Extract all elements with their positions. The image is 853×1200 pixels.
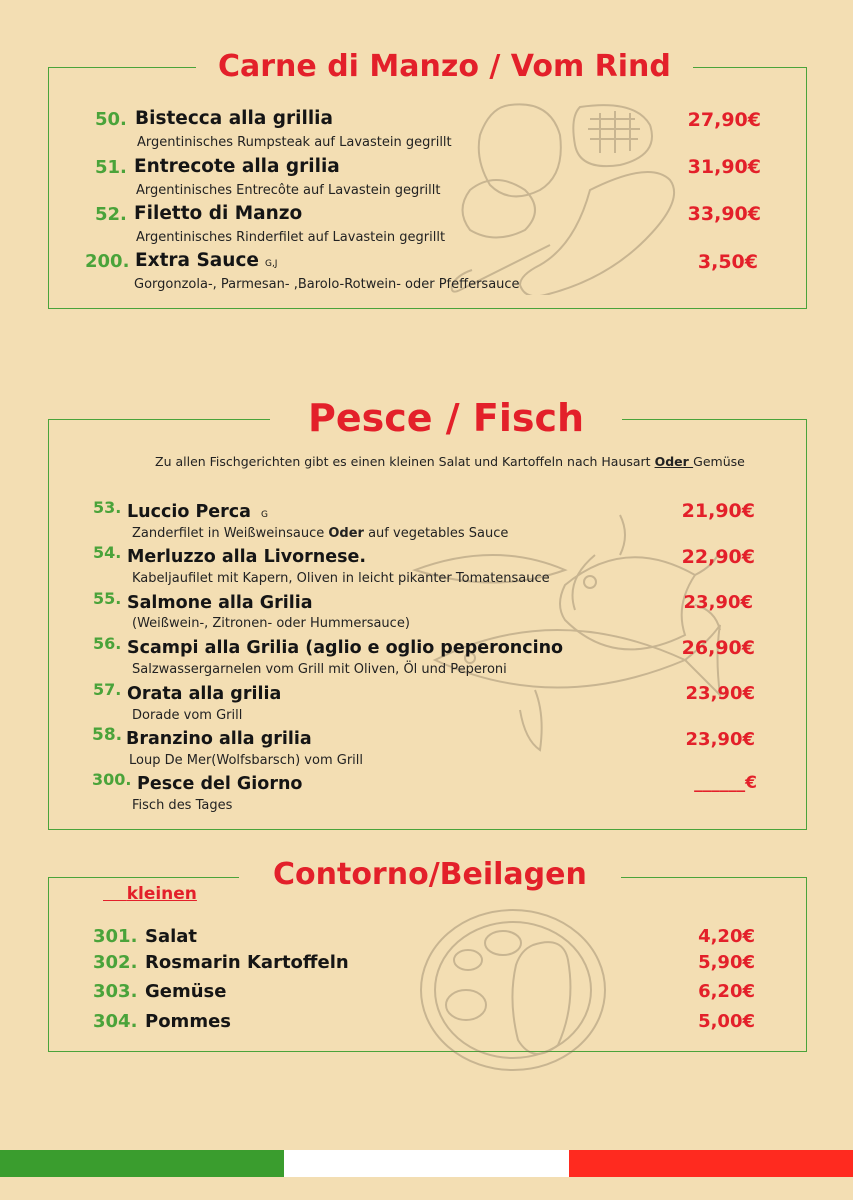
menu-item-description: Loup De Mer(Wolfsbarsch) vom Grill	[129, 753, 363, 768]
menu-item-description	[132, 526, 508, 541]
note-text-end: Gemüse	[693, 454, 745, 469]
note-emphasis: Oder	[654, 454, 694, 469]
fish-section-title: Pesce / Fisch	[270, 394, 622, 442]
flag-red-band	[569, 1150, 853, 1177]
description-text: Zanderfilet in Weißweinsauce	[132, 526, 329, 541]
fish-section-note	[155, 454, 745, 469]
menu-item-name-text: Filetto di Manzo	[134, 203, 303, 224]
menu-item-price: 23,90€	[683, 592, 753, 613]
side-item-name: Pommes	[145, 1011, 231, 1032]
side-item-price: 5,00€	[698, 1011, 755, 1032]
menu-item-name-text: Entrecote alla grilia	[134, 156, 340, 177]
menu-item-name-text: Scampi alla Grilia (aglio e oglio peperoncino	[127, 638, 564, 658]
menu-item-price: 23,90€	[685, 729, 755, 750]
sides-section-title: Contorno/Beilagen	[239, 855, 621, 895]
menu-item-number: 58.	[92, 725, 123, 745]
menu-item-name	[134, 156, 340, 177]
menu-item-number: 53.	[93, 498, 122, 517]
fish-sketch-illustration	[395, 510, 725, 760]
menu-item-price: 26,90€	[681, 637, 755, 659]
description-emphasis: Oder	[328, 526, 364, 541]
menu-item-name	[137, 774, 302, 794]
side-item-name: Salat	[145, 926, 198, 947]
menu-item-number: 54.	[93, 543, 122, 562]
menu-item-number: 300.	[92, 770, 132, 789]
menu-item-price: 23,90€	[685, 683, 755, 704]
sides-size-label	[103, 884, 197, 904]
flag-white-band	[284, 1150, 569, 1177]
steak-sketch-illustration	[440, 95, 700, 295]
menu-item-name-text: Merluzzo alla Livornese.	[127, 547, 367, 567]
menu-item-number: 200.	[85, 251, 130, 272]
sides-size-label-text: kleinen	[126, 884, 197, 904]
menu-item-description: (Weißwein-, Zitronen- oder Hummersauce)	[132, 616, 410, 631]
menu-item-price: 3,50€	[697, 251, 758, 273]
plate-sketch-illustration	[418, 905, 608, 1075]
menu-item-name-text: Pesce del Giorno	[137, 774, 303, 794]
menu-item-price: 27,90€	[687, 109, 761, 131]
menu-item-price: ______€	[694, 773, 757, 793]
menu-item-name	[134, 203, 302, 224]
menu-item-price: 31,90€	[687, 156, 761, 178]
menu-item-description: Dorade vom Grill	[132, 708, 243, 723]
menu-item-name	[127, 502, 268, 522]
menu-item-price: 33,90€	[687, 203, 761, 225]
menu-item-number: 50.	[95, 109, 127, 130]
menu-item-price: 21,90€	[681, 500, 755, 522]
side-item-name: Gemüse	[145, 981, 227, 1002]
menu-item-description: Argentinisches Rumpsteak auf Lavastein gegrillt	[137, 135, 452, 150]
menu-item-description: Gorgonzola-, Parmesan- ,Barolo-Rotwein- oder Pfeffersauce	[134, 277, 520, 292]
side-item-price: 5,90€	[698, 952, 755, 973]
menu-item-name-text: Extra Sauce	[135, 250, 259, 271]
menu-item-name-text: Luccio Perca	[127, 502, 251, 522]
menu-item-name	[127, 593, 313, 613]
menu-item-description: Salzwassergarnelen vom Grill mit Oliven, Öl und Peperoni	[132, 662, 507, 677]
side-item-number: 301.	[93, 926, 138, 947]
menu-item-price: 22,90€	[681, 546, 755, 568]
menu-item-name-text: Orata alla grilia	[127, 684, 282, 704]
menu-item-name	[126, 729, 312, 749]
menu-item-name-text: Salmone alla Grilia	[127, 593, 313, 613]
menu-item-name	[127, 638, 563, 658]
menu-item-number: 57.	[93, 680, 122, 699]
menu-item-description: Argentinisches Rinderfilet auf Lavastein gegrillt	[136, 230, 446, 245]
note-text: Zu allen Fischgerichten gibt es einen kleinen Salat und Kartoffeln nach Hausart	[155, 454, 655, 469]
side-item-price: 4,20€	[698, 926, 755, 947]
menu-item-number: 55.	[93, 589, 122, 608]
menu-item-number: 51.	[95, 157, 127, 178]
flag-green-band	[0, 1150, 284, 1177]
description-text-end: auf vegetables Sauce	[363, 526, 509, 541]
side-item-number: 303.	[93, 981, 138, 1002]
sides-size-underline-lead	[103, 884, 127, 904]
menu-item-name	[127, 547, 366, 567]
menu-item-number: 56.	[93, 634, 122, 653]
menu-item-description: Kabeljaufilet mit Kapern, Oliven in leicht pikanter Tomatensauce	[132, 571, 550, 586]
side-item-number: 304.	[93, 1011, 138, 1032]
menu-item-description: Argentinisches Entrecôte auf Lavastein gegrillt	[136, 183, 441, 198]
allergen-codes: G	[260, 510, 268, 520]
menu-item-name	[135, 108, 333, 129]
side-item-price: 6,20€	[698, 981, 755, 1002]
side-item-name: Rosmarin Kartoffeln	[145, 952, 349, 973]
menu-item-description: Fisch des Tages	[132, 798, 233, 813]
menu-item-number: 52.	[95, 204, 127, 225]
menu-item-name-text: Branzino alla grilia	[126, 729, 312, 749]
menu-item-name-text: Bistecca alla grillia	[135, 108, 334, 129]
allergen-codes: G,J	[264, 259, 278, 269]
menu-item-name	[127, 684, 281, 704]
beef-section-title: Carne di Manzo / Vom Rind	[196, 47, 693, 87]
side-item-number: 302.	[93, 952, 138, 973]
menu-item-name	[135, 250, 277, 271]
